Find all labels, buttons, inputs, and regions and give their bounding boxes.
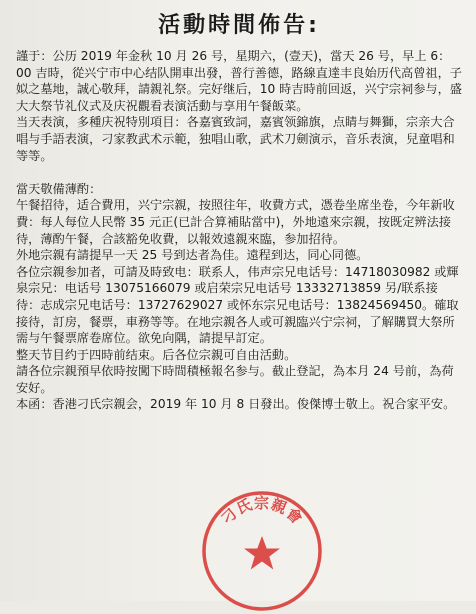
paragraph-end-time: 整天节目约于四時前结束。后各位宗親可自由活動。 — [16, 347, 297, 362]
red-seal-stamp — [199, 488, 325, 614]
paragraph-lunch-heading: 當天敬備薄酌： — [16, 181, 102, 196]
paragraph-registration: 請各位宗親預早依時按闖下時間積極報名参与。截止登記，為本月 24 号前，為荷安好。 — [16, 364, 454, 395]
seal-star-icon — [244, 536, 280, 570]
paragraph-spacer — [16, 164, 462, 181]
notice-title: 活動時間佈告: — [158, 13, 320, 38]
svg-text:刁氏宗親會 — [217, 494, 306, 528]
notice-body — [16, 48, 462, 413]
seal-text: 刁氏宗親會 — [217, 494, 307, 529]
paragraph-contacts: 各位宗親参加者，可請及時致电：联系人，伟声宗兄电话号：14718030982 或輝泉宗兄：电话号 13075166079 或启荣宗兄电话号 13332713859 另/联系接待：志成宗兄电话号：13727629027 或怀东宗兄电话号：13824569450。確取接待，訂房，餐票，車務等等。在地宗親各人或可親臨兴宁宗祠，了解購買大祭所需与午餐票席卷席位。欲免向隅，請提早訂定。 — [16, 264, 459, 346]
paragraph-lunch: 午餐招待，适合費用，兴宁宗親，按照往年，收費方式，憑卷坐席坐卷，今年新收費：每人每位人民幣 35 元正(已計合算補貼當中)，外地遠來宗親，按既定辨法接待，薄酌午餐，合該豁免收費，以報效遠親來臨，参加招待。 — [16, 198, 455, 246]
paragraph-performances: 当天表演，多種庆祝特別項目：各嘉賓致詞，嘉賓领錦旗，点睛与舞獅，宗亲大合唱与手語表演，刁家教武术示範，独唱山歌，武术刀劍演示，音乐表演，兒童唱和等等。 — [16, 115, 455, 163]
paragraph-signature: 本函：香港刁氏宗親会，2019 年 10 月 8 日發出。俊傑博士敬上。祝合家平安。 — [16, 397, 456, 412]
paragraph-arrival: 外地宗親有請提早一天 25 号到达者為佳。遠程到达，同心同德。 — [16, 248, 369, 263]
paragraph-schedule: 謹于：公历 2019 年金秋 10 月 26 号，星期六，(壹天)，當天 26 号，早上 6：00 吉時，從兴宁市中心结队開車出發，普行善德，路線直達丰良始历代高曾祖，子姒之墓地，誠心敬拜，請親礼祭。完好继后，10 時吉時前回返，兴宁宗祠参与，盛大大祭节礼仪式及庆祝觀看表演活動与享用午餐飯菜。 — [16, 49, 462, 113]
